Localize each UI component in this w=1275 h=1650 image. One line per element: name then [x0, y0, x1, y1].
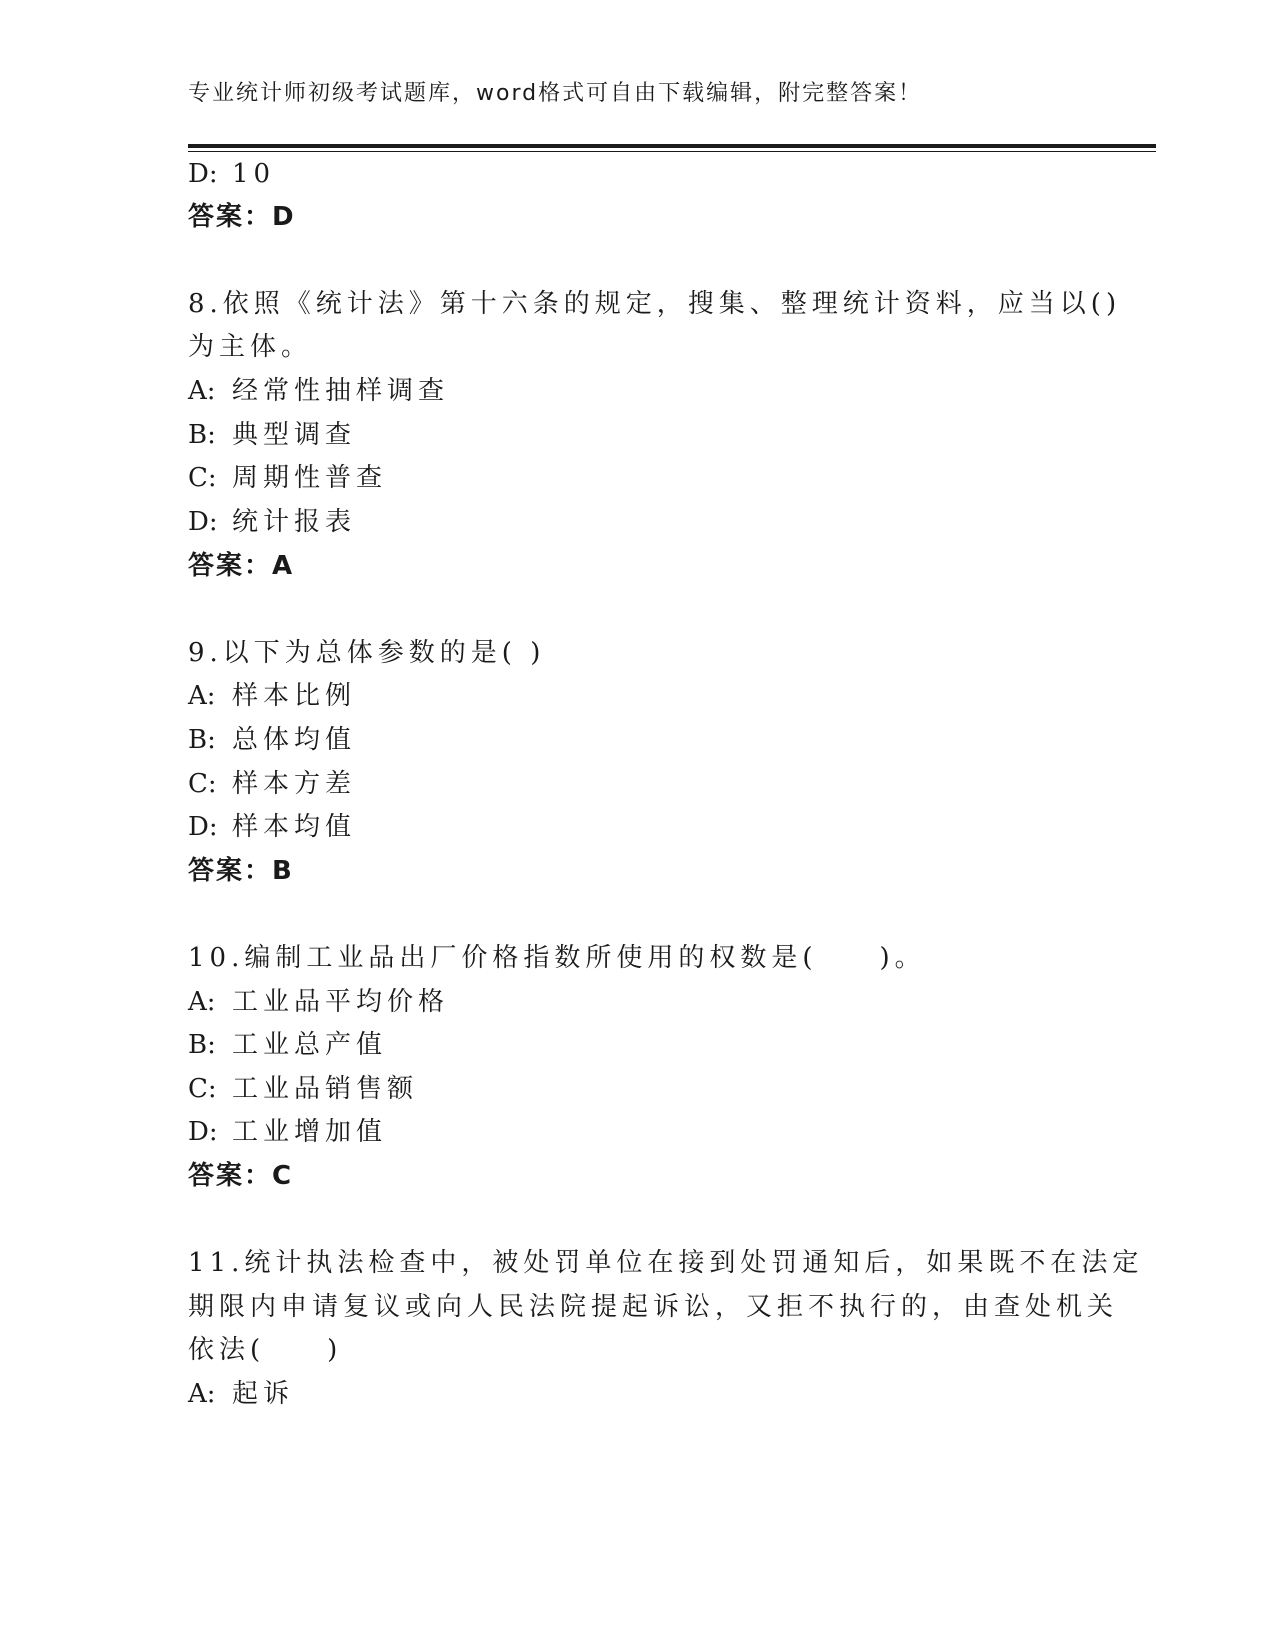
option-label: D:	[188, 1117, 218, 1147]
header-rule-thick	[188, 144, 1156, 148]
q8-answer: 答案：A	[188, 551, 295, 581]
q11-option-a	[188, 1377, 294, 1411]
q8-option-c	[188, 461, 387, 495]
q11-stem-line2: 期限内申请复议或向人民法院提起诉讼，又拒不执行的，由查处机关	[188, 1292, 1119, 1322]
q10-option-d	[188, 1115, 387, 1149]
option-text: 样本比例	[232, 681, 357, 711]
prev-option-d	[188, 157, 275, 191]
option-text: 起诉	[232, 1379, 295, 1409]
q11-stem-line1: 11.统计执法检查中，被处罚单位在接到处罚通知后，如果既不在法定	[188, 1248, 1144, 1278]
q8-stem-line1: 8.依照《统计法》第十六条的规定，搜集、整理统计资料，应当以()	[188, 289, 1122, 319]
q9-option-d	[188, 810, 356, 844]
option-text: 10	[232, 159, 276, 189]
header-rule-thin	[188, 151, 1156, 152]
option-text: 工业品销售额	[232, 1074, 419, 1104]
option-label: C:	[188, 769, 217, 799]
option-text: 工业增加值	[232, 1117, 388, 1147]
option-text: 工业总产值	[232, 1030, 388, 1060]
option-text: 典型调查	[232, 420, 357, 450]
q8-option-a	[188, 374, 449, 408]
prev-answer: 答案：D	[188, 202, 296, 232]
q10-answer: 答案：C	[188, 1161, 294, 1191]
q9-option-b	[188, 723, 356, 757]
q9-option-c	[188, 767, 356, 801]
option-text: 周期性普查	[232, 463, 388, 493]
page-header: 专业统计师初级考试题库，word格式可自由下载编辑，附完整答案！	[188, 81, 923, 106]
q9-option-a	[188, 679, 356, 713]
option-text: 统计报表	[232, 507, 357, 537]
option-label: D:	[188, 507, 218, 537]
option-label: C:	[188, 1074, 217, 1104]
q8-option-b	[188, 418, 356, 452]
option-label: A:	[188, 1379, 216, 1409]
option-label: B:	[188, 420, 216, 450]
option-label: B:	[188, 725, 216, 755]
q10-stem-line1: 10.编制工业品出厂价格指数所使用的权数是( )。	[188, 943, 926, 973]
option-text: 工业品平均价格	[232, 987, 450, 1017]
q8-option-d	[188, 505, 356, 539]
option-text: 总体均值	[232, 725, 357, 755]
q8-stem-line2: 为主体。	[188, 332, 313, 362]
option-label: D:	[188, 812, 218, 842]
option-text: 样本方差	[232, 769, 357, 799]
option-label: A:	[188, 681, 216, 711]
q9-answer: 答案：B	[188, 856, 294, 886]
q11-stem-line3: 依法( )	[188, 1335, 343, 1365]
option-label: B:	[188, 1030, 216, 1060]
q10-option-c	[188, 1072, 418, 1106]
option-text: 经常性抽样调查	[232, 376, 450, 406]
option-text: 样本均值	[232, 812, 357, 842]
q10-option-a	[188, 985, 449, 1019]
option-label: A:	[188, 376, 216, 406]
option-label: D:	[188, 159, 218, 189]
option-label: A:	[188, 987, 216, 1017]
q9-stem-line1: 9.以下为总体参数的是( )	[188, 638, 546, 668]
q10-option-b	[188, 1028, 387, 1062]
option-label: C:	[188, 463, 217, 493]
